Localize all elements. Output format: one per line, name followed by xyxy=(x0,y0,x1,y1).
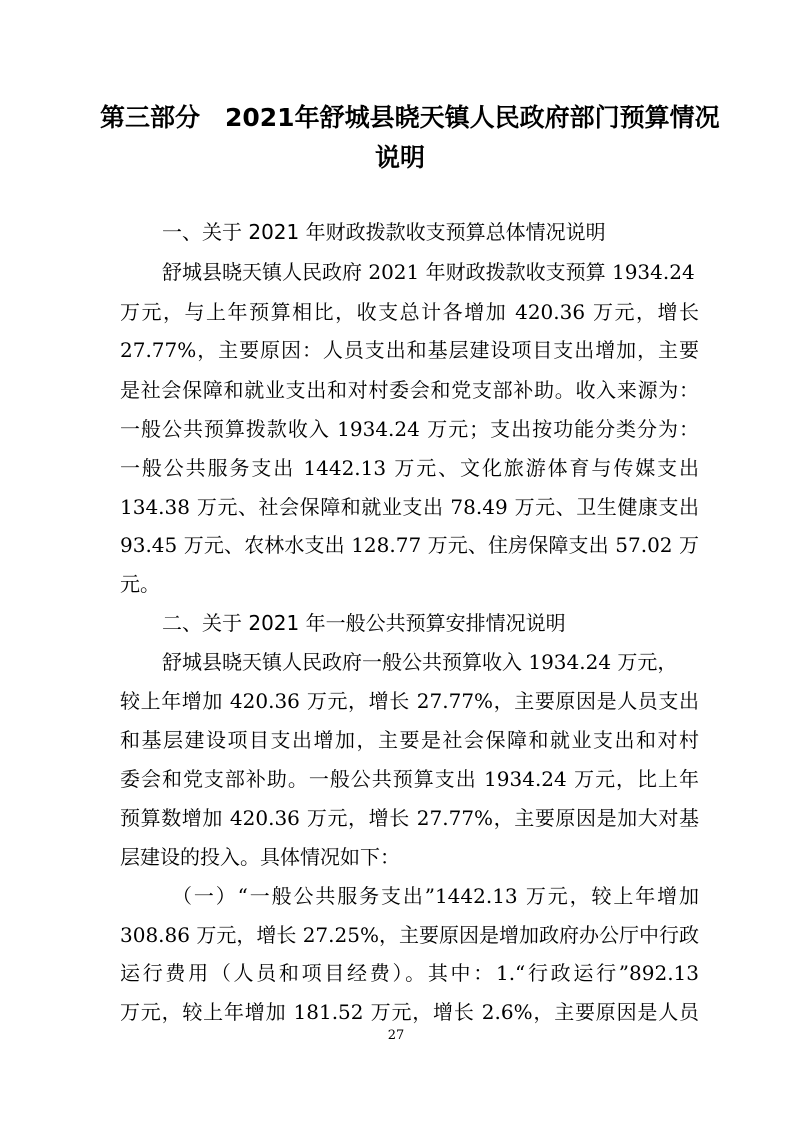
section-1-line-5: 一般公共预算拨款收入 1934.24 万元；支出按功能分类分为： xyxy=(120,417,699,441)
subsection-1-line-1: （一）“一般公共服务支出”1442.13 万元，较上年增加 xyxy=(172,884,699,908)
section-1-line-9: 元。 xyxy=(120,572,160,596)
section-1-line-7: 134.38 万元、社会保障和就业支出 78.49 万元、卫生健康支出 xyxy=(120,495,699,519)
section-2-line-3: 和基层建设项目支出增加，主要是社会保障和就业支出和对村 xyxy=(120,728,699,752)
section-2-line-5: 预算数增加 420.36 万元，增长 27.77%，主要原因是加大对基 xyxy=(120,806,699,830)
subsection-1-line-2: 308.86 万元，增长 27.25%，主要原因是增加政府办公厅中行政 xyxy=(120,923,699,947)
section-2-line-2: 较上年增加 420.36 万元，增长 27.77%，主要原因是人员支出 xyxy=(120,689,699,713)
section-1-line-4: 是社会保障和就业支出和对村委会和党支部补助。收入来源为： xyxy=(120,378,699,402)
section-1-line-6: 一般公共服务支出 1442.13 万元、文化旅游体育与传媒支出 xyxy=(120,456,699,480)
section-1-line-8: 93.45 万元、农林水支出 128.77 万元、住房保障支出 57.02 万 xyxy=(120,533,699,557)
section-2-line-1: 舒城县晓天镇人民政府一般公共预算收入 1934.24 万元， xyxy=(162,650,678,674)
section-1-line-3: 27.77%，主要原因：人员支出和基层建设项目支出增加，主要 xyxy=(120,338,699,362)
section-2-heading: 二、关于 2021 年一般公共预算安排情况说明 xyxy=(162,611,566,635)
subsection-1-line-3: 运行费用（人员和项目经费）。其中：1.“行政运行”892.13 xyxy=(120,961,699,985)
section-1-line-2: 万元，与上年预算相比，收支总计各增加 420.36 万元，增长 xyxy=(120,300,699,324)
page-number: 27 xyxy=(387,1028,405,1043)
section-1-line-1: 舒城县晓天镇人民政府 2021 年财政拨款收支预算 1934.24 xyxy=(162,260,695,284)
section-2-line-6: 层建设的投入。具体情况如下： xyxy=(120,845,400,869)
section-1-heading: 一、关于 2021 年财政拨款收支预算总体情况说明 xyxy=(162,220,606,244)
page-title-line-1: 第三部分 2021年舒城县晓天镇人民政府部门预算情况 xyxy=(100,103,720,132)
page-title-line-2: 说明 xyxy=(374,143,425,172)
subsection-1-line-4: 万元，较上年增加 181.52 万元，增长 2.6%，主要原因是人员 xyxy=(120,1000,699,1024)
section-2-line-4: 委会和党支部补助。一般公共预算支出 1934.24 万元，比上年 xyxy=(120,767,699,791)
